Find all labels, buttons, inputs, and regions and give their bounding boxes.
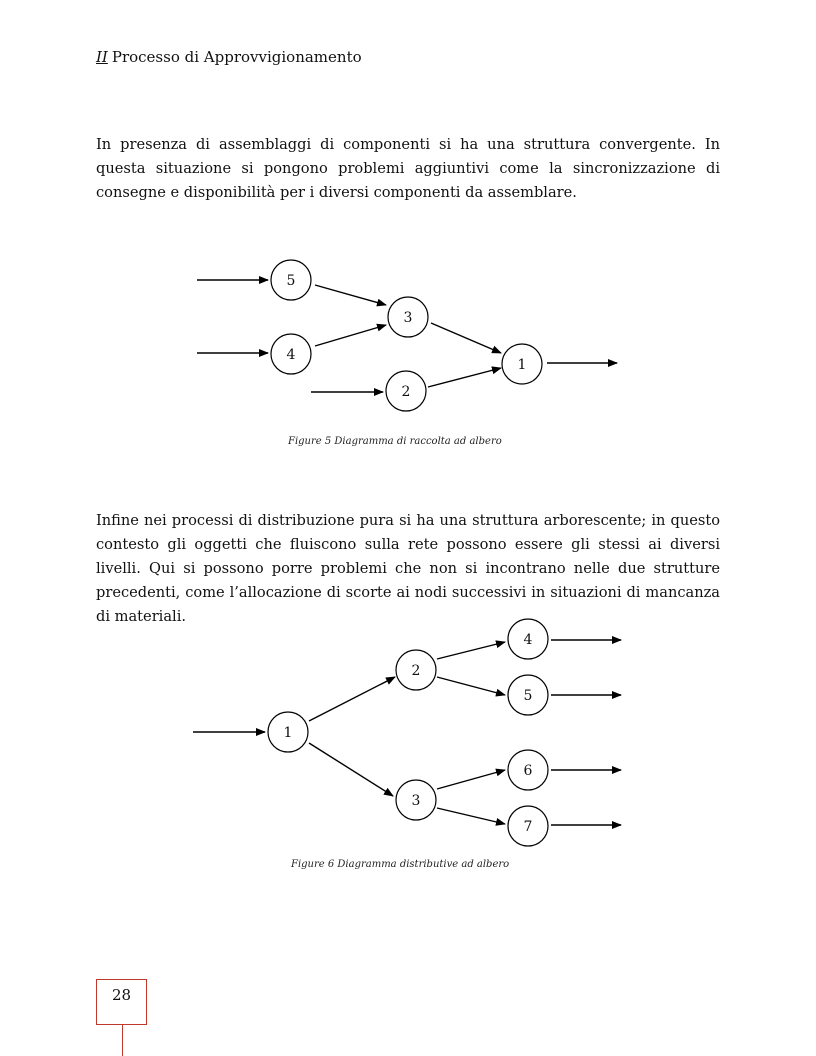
chapter-mark: II xyxy=(96,48,108,66)
node-label: 4 xyxy=(523,632,533,648)
edge-1-to-2 xyxy=(309,677,395,721)
page-number-rule xyxy=(122,1025,123,1056)
node-label: 6 xyxy=(523,763,533,779)
node-label: 5 xyxy=(286,273,296,289)
node-label: 1 xyxy=(517,357,527,373)
paragraph-convergent: In presenza di assemblaggi di componenti si ha una struttura convergente. In questa situazione si pongono problemi aggiuntivi come la sincronizzazione di consegne e disponibilità per i diversi componenti da assemblare. xyxy=(96,136,720,201)
figure-6-caption: Figure 6 Diagramma distributive ad albero xyxy=(291,859,510,870)
edge-2-to-5 xyxy=(437,677,505,695)
node-label: 3 xyxy=(411,793,421,809)
node-label: 1 xyxy=(283,725,293,741)
edge-3-to-7 xyxy=(437,808,505,824)
edge-1-to-3 xyxy=(309,743,393,796)
figure-5-caption: Figure 5 Diagramma di raccolta ad albero xyxy=(288,436,502,447)
paragraph-arborescent: Infine nei processi di distribuzione pura si ha una struttura arborescente; in questo contesto gli oggetti che fluiscono sulla rete possono essere gli stessi ai diversi livelli. Qui si possono porre problemi che non si incontrano nelle due strutture precedenti, come l’allocazione di scorte ai nodi successivi in situazioni di mancanza di materiali. xyxy=(96,512,720,625)
node-label: 4 xyxy=(286,347,296,363)
node-1 xyxy=(268,712,308,752)
page-number: 28 xyxy=(96,979,147,1025)
node-label: 2 xyxy=(411,663,421,679)
node-label: 2 xyxy=(401,384,411,400)
edge-2-to-4 xyxy=(437,642,505,659)
node-7 xyxy=(508,806,548,846)
node-label: 3 xyxy=(403,310,413,326)
node-label: 7 xyxy=(523,819,533,835)
node-3 xyxy=(396,780,436,820)
header-title: Processo di Approvvigionamento xyxy=(111,48,362,66)
node-5 xyxy=(508,675,548,715)
node-4 xyxy=(508,619,548,659)
edge-3-to-6 xyxy=(437,770,505,789)
node-2 xyxy=(396,650,436,690)
node-label: 5 xyxy=(523,688,533,704)
node-6 xyxy=(508,750,548,790)
